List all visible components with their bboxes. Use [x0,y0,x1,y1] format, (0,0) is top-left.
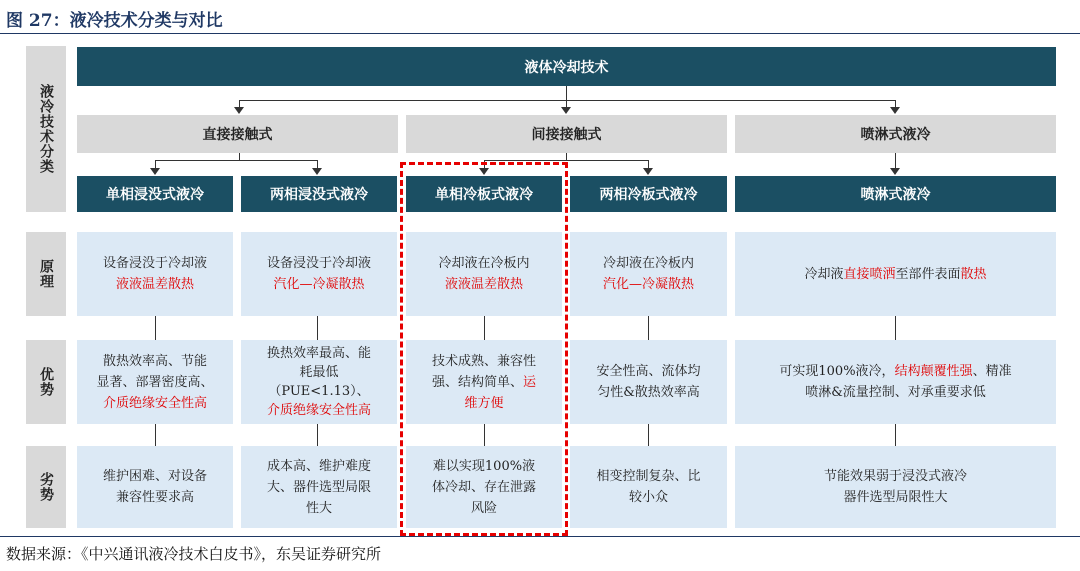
cell-text-highlight: 运 [523,374,537,390]
cell-text: 相变控制复杂、比 [596,469,701,484]
connector [317,316,318,340]
cell-text: 冷却液在冷板内 [438,256,530,271]
cell-text: 耗最低 [299,365,339,380]
cell-text: 设备浸没于冷却液 [266,256,371,271]
cell-text: 可实现100%液冷， [779,364,895,379]
cell-text: 较小众 [628,490,668,505]
cell-text: 性大 [305,500,332,516]
arrow-icon [890,107,900,114]
connector [155,160,317,161]
principle-cell [570,232,727,316]
connector [566,153,567,160]
connector [155,316,156,340]
cell-text: （PUE<1.13）、 [268,384,370,399]
cell-text: 维护困难、对设备 [102,469,207,484]
advantage-cell [735,340,1056,424]
cell-text-highlight: 液液温差散热 [115,277,194,292]
connector [566,86,567,100]
disadvantage-cell [570,446,727,528]
arrow-icon [234,107,244,114]
connector [239,100,895,101]
cell-text-highlight: 直接喷洒 [843,266,896,282]
advantage-cell [77,340,233,424]
cell-text: 、精准 [972,364,1012,379]
highlight-frame [400,162,568,536]
cell-text-highlight: 介质绝缘安全性高 [102,395,207,411]
cell-text: 设备浸没于冷却液 [102,256,207,271]
cell-text: 冷却液 [804,266,844,282]
side-label-category: 液冷技术分类 [26,46,66,212]
arrow-icon [643,168,653,175]
principle-cell [735,232,1056,316]
cell-text-highlight: 液液温差散热 [444,277,523,292]
cell-text: 换热效率最高、能 [266,346,371,361]
cell-text: 兼容性要求高 [115,490,194,505]
root-node: 液体冷却技术 [77,47,1056,86]
type-two-phase-cold-plate: 两相冷板式液冷 [570,176,727,212]
cell-text: 匀性&散热效率高 [597,385,700,400]
disadvantage-cell [735,446,1056,528]
bottom-rule [0,536,1080,537]
cell-text: 强、结构简单、 [431,374,523,390]
cell-text-highlight: 汽化—冷凝散热 [602,277,694,292]
cell-text: 风险 [470,500,497,516]
cell-text: 体冷却、存在泄露 [431,479,536,495]
type-spray: 喷淋式液冷 [735,176,1056,212]
cell-text-highlight: 结构颠覆性强 [894,364,973,379]
cell-text-highlight: 散热 [960,266,987,282]
side-label-principle: 原理 [26,232,66,316]
cell-text: 大、器件选型局限 [266,479,371,495]
group-indirect: 间接接触式 [406,115,727,153]
connector [648,316,649,340]
cell-text: 冷却液在冷板内 [602,256,694,271]
cell-text: 难以实现100%液 [432,458,536,474]
cell-text: 安全性高、流体均 [596,364,701,379]
cell-text: 喷淋&流量控制、对承重要求低 [805,385,986,400]
cell-text: 至部件表面 [895,266,961,282]
connector [895,316,896,340]
cell-text: 器件选型局限性大 [843,490,948,505]
connector [484,160,648,161]
cell-text-highlight: 汽化—冷凝散热 [273,277,365,292]
disadvantage-cell [241,446,397,528]
connector [895,424,896,446]
cell-text-highlight: 维方便 [464,395,504,411]
side-label-disadvantage: 劣势 [26,446,66,528]
group-spray: 喷淋式液冷 [735,115,1056,153]
cell-text-highlight: 介质绝缘安全性高 [266,403,371,418]
group-direct: 直接接触式 [77,115,398,153]
cell-text: 显著、部署密度高、 [96,374,214,390]
disadvantage-cell [77,446,233,528]
type-two-phase-immersion: 两相浸没式液冷 [241,176,397,212]
arrow-icon [890,168,900,175]
side-label-advantage: 优势 [26,340,66,424]
principle-cell [241,232,397,316]
type-single-immersion: 单相浸没式液冷 [77,176,233,212]
top-rule [0,33,1080,34]
arrow-icon [561,107,571,114]
cell-text: 节能效果弱于浸没式液冷 [823,469,967,484]
principle-cell [77,232,233,316]
connector [155,424,156,446]
source-note: 数据来源：《中兴通讯液冷技术白皮书》，东吴证券研究所 [6,545,382,563]
cell-text: 散热效率高、节能 [102,353,207,369]
cell-text: 成本高、维护难度 [266,458,371,474]
connector [317,424,318,446]
arrow-icon [150,168,160,175]
arrow-icon [312,168,322,175]
connector [239,153,240,160]
type-single-cold-plate: 单相冷板式液冷 [406,176,562,212]
cell-text: 技术成熟、兼容性 [431,353,536,369]
connector [648,424,649,446]
figure-title: 图 27：液冷技术分类与对比 [6,11,223,31]
advantage-cell [570,340,727,424]
advantage-cell [241,340,397,424]
